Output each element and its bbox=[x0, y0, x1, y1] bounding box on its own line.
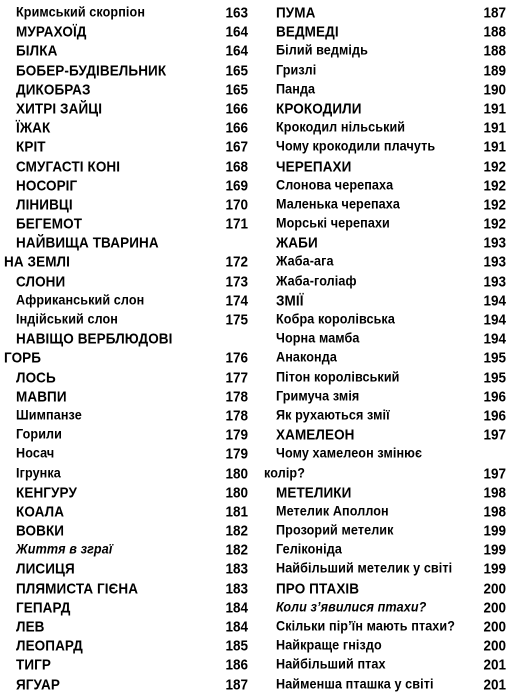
toc-right-column bbox=[264, 3, 510, 694]
toc-entry bbox=[264, 598, 510, 617]
toc-entry-page-number: 179 bbox=[225, 445, 248, 462]
toc-entry-page-number: 193 bbox=[483, 273, 506, 290]
toc-entry-page-number: 199 bbox=[483, 560, 506, 578]
toc-entry bbox=[264, 483, 510, 502]
toc-entry bbox=[4, 579, 248, 598]
toc-entry-page-number: 196 bbox=[483, 388, 506, 405]
toc-entry bbox=[264, 214, 510, 233]
toc-entry bbox=[4, 291, 248, 310]
toc-entry-title: ЧЕРЕПАХИ bbox=[276, 157, 352, 175]
toc-left-column bbox=[4, 3, 248, 694]
toc-entry bbox=[264, 579, 510, 598]
toc-entry bbox=[264, 176, 510, 195]
toc-entry bbox=[4, 118, 248, 137]
toc-entry-title: Морські черепахи bbox=[276, 215, 390, 231]
toc-entry bbox=[264, 80, 510, 99]
toc-entry-page-number: 196 bbox=[483, 407, 506, 424]
toc-entry bbox=[264, 675, 510, 694]
toc-entry bbox=[4, 176, 248, 195]
toc-entry bbox=[4, 655, 248, 674]
toc-entry-title: КРІТ bbox=[16, 138, 46, 155]
toc-entry-page-number: 200 bbox=[483, 637, 506, 654]
toc-entry-title: ПРО ПТАХІВ bbox=[276, 580, 360, 597]
toc-entry-title: КРОКОДИЛИ bbox=[276, 100, 362, 117]
toc-entry bbox=[264, 348, 510, 367]
toc-entry-title: НАЙВИЩА ТВАРИНА bbox=[16, 234, 159, 251]
toc-entry-page-number: 193 bbox=[483, 253, 506, 271]
toc-entry-page-number: 168 bbox=[225, 157, 248, 175]
toc-entry-page-number: 163 bbox=[225, 4, 248, 21]
toc-entry-title: Індійський слон bbox=[16, 311, 119, 327]
toc-entry-page-number: 195 bbox=[483, 368, 506, 386]
toc-entry bbox=[4, 675, 248, 694]
toc-entry-title: ЛЕВ bbox=[16, 618, 45, 635]
toc-entry-page-number: 180 bbox=[225, 464, 248, 482]
toc-entry bbox=[264, 559, 510, 578]
toc-entry bbox=[4, 41, 248, 60]
toc-entry-title: Маленька черепаха bbox=[276, 196, 400, 212]
toc-entry bbox=[264, 61, 510, 80]
toc-entry-page-number: 179 bbox=[225, 426, 248, 443]
toc-entry-page-number: 199 bbox=[483, 541, 506, 558]
toc-entry-page-number: 191 bbox=[483, 138, 506, 155]
toc-entry-title: колір? bbox=[264, 464, 306, 481]
toc-entry bbox=[264, 655, 510, 674]
toc-entry-page-number: 201 bbox=[483, 675, 506, 693]
toc-entry-page-number: 194 bbox=[483, 311, 506, 328]
toc-entry-title: ХАМЕЛЕОН bbox=[276, 426, 355, 443]
toc-entry bbox=[4, 310, 248, 329]
toc-entry-page-number: 176 bbox=[225, 349, 248, 366]
toc-entry-title: Геліконіда bbox=[276, 541, 342, 557]
toc-entry-page-number: 198 bbox=[483, 484, 506, 501]
toc-entry-page-number: 195 bbox=[483, 349, 506, 366]
toc-entry bbox=[264, 502, 510, 521]
toc-entry-page-number: 166 bbox=[225, 119, 248, 136]
toc-entry-title: НОСОРІГ bbox=[16, 177, 78, 194]
toc-entry-title: Чому крокодили плачуть bbox=[276, 138, 436, 154]
toc-entry-title: БЕГЕМОТ bbox=[16, 215, 83, 232]
toc-entry-title: Слонова черепаха bbox=[276, 177, 394, 193]
toc-entry-page-number: 197 bbox=[483, 426, 506, 443]
toc-entry-title: ЛИСИЦЯ bbox=[16, 560, 75, 578]
toc-entry-page-number: 175 bbox=[225, 311, 248, 328]
toc-entry-page-number: 189 bbox=[483, 61, 506, 79]
toc-entry-title: Чорна мамба bbox=[276, 330, 360, 346]
toc-entry bbox=[4, 214, 248, 233]
toc-entry-page-number: 169 bbox=[225, 177, 248, 194]
toc-entry-title: ВОВКИ bbox=[16, 522, 65, 539]
toc-entry-page-number: 171 bbox=[225, 215, 248, 232]
toc-entry bbox=[4, 425, 248, 444]
toc-entry-page-number: 181 bbox=[225, 503, 248, 520]
toc-entry-title: Як рухаються змії bbox=[276, 407, 390, 423]
toc-entry-title: НА ЗЕМЛІ bbox=[4, 253, 70, 271]
toc-entry-title: БОБЕР-БУДІВЕЛЬНИК bbox=[16, 61, 167, 79]
toc-entry-page-number: 185 bbox=[225, 637, 248, 654]
toc-entry bbox=[4, 598, 248, 617]
toc-entry bbox=[264, 41, 510, 60]
toc-entry-title: МУРАХОЇД bbox=[16, 23, 87, 40]
toc-entry-title: Білий ведмідь bbox=[276, 42, 368, 58]
toc-entry-page-number: 165 bbox=[225, 61, 248, 79]
toc-entry-title: Шимпанзе bbox=[16, 407, 82, 423]
toc-entry-page-number: 199 bbox=[483, 522, 506, 539]
toc-entry bbox=[4, 22, 248, 41]
toc-entry-page-number: 183 bbox=[225, 560, 248, 578]
toc-entry bbox=[264, 118, 510, 137]
toc-entry-title: Коли з’явилися птахи? bbox=[276, 599, 427, 615]
toc-entry-title: Анаконда bbox=[276, 349, 337, 365]
toc-entry bbox=[4, 502, 248, 521]
toc-entry-page-number: 166 bbox=[225, 100, 248, 117]
toc-entry-page-number: 192 bbox=[483, 157, 506, 175]
toc-entry-title: ТИГР bbox=[16, 656, 52, 673]
toc-entry-page-number: 194 bbox=[483, 292, 506, 309]
toc-entry bbox=[4, 444, 248, 463]
toc-entry-page-number: 177 bbox=[225, 368, 248, 386]
toc-entry-page-number: 188 bbox=[483, 42, 506, 59]
toc-entry-title: ВЕДМЕДІ bbox=[276, 23, 339, 40]
toc-entry-page-number: 182 bbox=[225, 541, 248, 558]
toc-entry-page-number: 183 bbox=[225, 580, 248, 597]
toc-entry-title: ЛЕОПАРД bbox=[16, 637, 83, 654]
toc-entry bbox=[4, 636, 248, 655]
toc-entry-title: Чому хамелеон змінює bbox=[276, 445, 423, 461]
toc-entry-page-number: 190 bbox=[483, 81, 506, 98]
toc-entry-page-number: 192 bbox=[483, 215, 506, 232]
toc-entry bbox=[264, 464, 510, 483]
toc-entry-page-number: 164 bbox=[225, 42, 248, 59]
toc-entry bbox=[264, 252, 510, 271]
toc-entry-page-number: 194 bbox=[483, 330, 506, 347]
toc-entry-title: ПЛЯМИСТА ГІЄНА bbox=[16, 580, 139, 597]
toc-entry bbox=[264, 195, 510, 214]
toc-entry-title: Метелик Аполлон bbox=[276, 503, 389, 519]
toc-entry-page-number: 167 bbox=[225, 138, 248, 155]
toc-entry-page-number: 193 bbox=[483, 234, 506, 251]
toc-entry bbox=[4, 61, 248, 80]
toc-entry bbox=[4, 195, 248, 214]
toc-entry-title: КОАЛА bbox=[16, 503, 65, 520]
toc-entry-title: ЯГУАР bbox=[16, 675, 60, 693]
toc-entry-title: Кримський скорпіон bbox=[16, 4, 146, 20]
toc-entry-title: Пітон королівський bbox=[276, 368, 400, 385]
toc-entry-title: Прозорий метелик bbox=[276, 522, 394, 538]
toc-entry bbox=[4, 99, 248, 118]
toc-entry-title: МЕТЕЛИКИ bbox=[276, 484, 352, 501]
toc-entry-title: ЗМІЇ bbox=[276, 292, 304, 309]
toc-entry bbox=[4, 272, 248, 291]
toc-entry-page-number: 164 bbox=[225, 23, 248, 40]
toc-entry-title: СЛОНИ bbox=[16, 273, 66, 290]
toc-entry bbox=[4, 3, 248, 22]
toc-entry-page-number: 178 bbox=[225, 388, 248, 405]
toc-entry bbox=[4, 540, 248, 559]
toc-entry bbox=[264, 310, 510, 329]
toc-entry-title: Африканський слон bbox=[16, 292, 145, 308]
toc-entry bbox=[4, 368, 248, 387]
toc-entry bbox=[264, 329, 510, 348]
toc-entry bbox=[4, 559, 248, 578]
toc-entry-page-number: 200 bbox=[483, 580, 506, 597]
toc-entry-title: Гримуча змія bbox=[276, 388, 360, 404]
toc-entry-page-number: 186 bbox=[225, 656, 248, 673]
toc-entry-title: ГЕПАРД bbox=[16, 599, 71, 616]
toc-entry-title: ЛІНИВЦІ bbox=[16, 196, 73, 213]
toc-entry-title: Крокодил нільський bbox=[276, 119, 406, 135]
toc-entry bbox=[264, 157, 510, 176]
toc-entry bbox=[4, 233, 248, 252]
toc-entry-title: ДИКОБРАЗ bbox=[16, 81, 91, 98]
toc-entry bbox=[264, 444, 510, 463]
toc-entry bbox=[264, 406, 510, 425]
toc-entry bbox=[4, 157, 248, 176]
toc-entry bbox=[4, 406, 248, 425]
toc-entry-title: Найбільший птах bbox=[276, 656, 386, 672]
toc-entry-title: КЕНГУРУ bbox=[16, 484, 77, 501]
toc-entry-page-number: 165 bbox=[225, 81, 248, 98]
toc-entry-page-number: 200 bbox=[483, 618, 506, 635]
toc-entry bbox=[264, 540, 510, 559]
toc-entry bbox=[4, 137, 248, 156]
toc-entry bbox=[4, 80, 248, 99]
toc-entry-title: ПУМА bbox=[276, 4, 316, 21]
toc-entry-title: Життя в зграї bbox=[16, 541, 113, 557]
toc-entry-title: Найменша пташка у світі bbox=[276, 675, 434, 692]
toc-entry-page-number: 187 bbox=[483, 4, 506, 21]
toc-entry bbox=[264, 521, 510, 540]
toc-entry-title: Панда bbox=[276, 81, 316, 97]
toc-entry bbox=[264, 22, 510, 41]
toc-entry bbox=[264, 3, 510, 22]
toc-entry bbox=[264, 387, 510, 406]
toc-entry-title: Найкраще гніздо bbox=[276, 637, 382, 653]
toc-entry-page-number: 184 bbox=[225, 618, 248, 635]
toc-entry-title: ЛОСЬ bbox=[16, 368, 56, 386]
toc-entry-page-number: 187 bbox=[225, 675, 248, 693]
toc-entry-page-number: 191 bbox=[483, 100, 506, 117]
toc-entry-title: Ігрунка bbox=[16, 464, 61, 481]
toc-entry bbox=[4, 329, 248, 348]
toc-entry bbox=[4, 387, 248, 406]
toc-entry-page-number: 197 bbox=[483, 464, 506, 482]
toc-entry-title: ХИТРІ ЗАЙЦІ bbox=[16, 100, 103, 117]
toc-entry bbox=[264, 291, 510, 310]
toc-entry bbox=[4, 252, 248, 271]
toc-entry-page-number: 178 bbox=[225, 407, 248, 424]
toc-entry-title: ЇЖАК bbox=[16, 119, 51, 136]
toc-entry-page-number: 191 bbox=[483, 119, 506, 136]
toc-entry-title: ГОРБ bbox=[4, 349, 42, 366]
toc-entry bbox=[4, 617, 248, 636]
toc-entry bbox=[264, 99, 510, 118]
toc-entry-title: Жаба-голіаф bbox=[276, 273, 357, 289]
toc-entry-page-number: 184 bbox=[225, 599, 248, 616]
toc-entry-title: Жаба-ага bbox=[276, 253, 334, 269]
toc-entry bbox=[264, 425, 510, 444]
toc-entry-page-number: 200 bbox=[483, 599, 506, 616]
toc-entry bbox=[264, 368, 510, 387]
toc-entry-title: БІЛКА bbox=[16, 42, 58, 59]
toc-entry-page-number: 192 bbox=[483, 177, 506, 194]
toc-entry bbox=[264, 233, 510, 252]
toc-entry bbox=[4, 521, 248, 540]
toc-entry-title: Найбільший метелик у світі bbox=[276, 560, 453, 576]
toc-entry-page-number: 192 bbox=[483, 196, 506, 213]
toc-entry-title: НАВІЩО ВЕРБЛЮДОВІ bbox=[16, 330, 173, 347]
toc-entry bbox=[264, 272, 510, 291]
toc-entry-title: МАВПИ bbox=[16, 388, 67, 405]
toc-entry bbox=[264, 617, 510, 636]
toc-entry-page-number: 198 bbox=[483, 503, 506, 520]
toc-entry-title: Гризлі bbox=[276, 61, 317, 78]
toc-entry-title: Носач bbox=[16, 445, 55, 461]
toc-entry bbox=[4, 483, 248, 502]
toc-entry bbox=[4, 348, 248, 367]
toc-entry-page-number: 174 bbox=[225, 292, 248, 309]
toc-entry-page-number: 172 bbox=[225, 253, 248, 271]
toc-entry bbox=[4, 464, 248, 483]
toc-entry-title: Горили bbox=[16, 426, 62, 442]
toc-entry-title: Скільки пір’їн мають птахи? bbox=[276, 618, 456, 634]
toc-entry-page-number: 188 bbox=[483, 23, 506, 40]
toc-entry bbox=[264, 137, 510, 156]
toc-entry-page-number: 180 bbox=[225, 484, 248, 501]
toc-entry-title: ЖАБИ bbox=[276, 234, 318, 251]
toc-entry-page-number: 182 bbox=[225, 522, 248, 539]
toc-entry-page-number: 201 bbox=[483, 656, 506, 673]
toc-entry-page-number: 173 bbox=[225, 273, 248, 290]
toc-entry-title: Кобра королівська bbox=[276, 311, 395, 327]
toc-entry-title: СМУГАСТІ КОНІ bbox=[16, 157, 121, 175]
toc-entry bbox=[264, 636, 510, 655]
toc-entry-page-number: 170 bbox=[225, 196, 248, 213]
